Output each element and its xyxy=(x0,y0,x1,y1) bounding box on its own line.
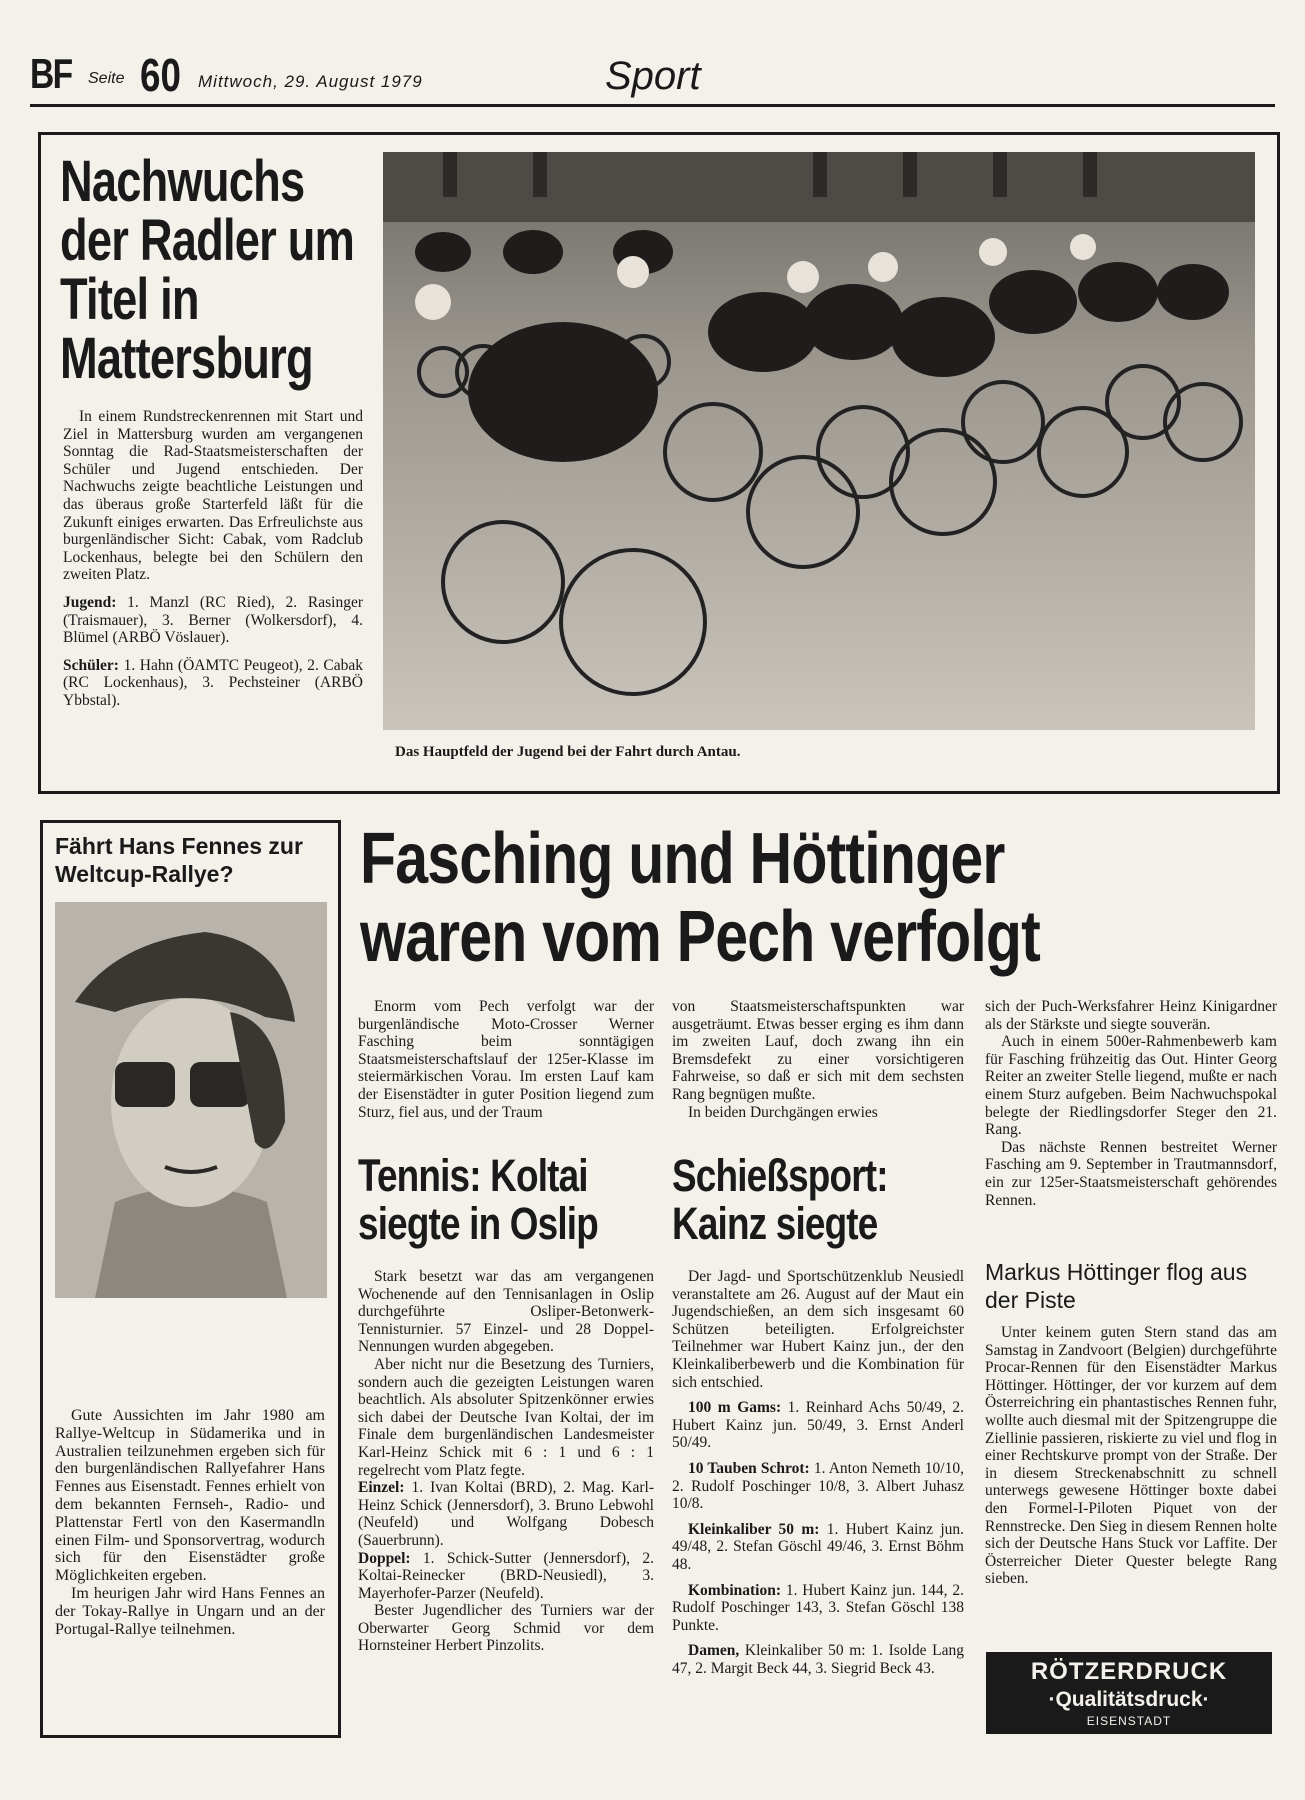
cycling-photo xyxy=(383,152,1255,730)
portrait-image xyxy=(55,902,327,1298)
kombination-label: Kombination: xyxy=(688,1581,782,1599)
cycling-photo-caption: Das Hauptfeld der Jugend bei der Fahrt durch Antau. xyxy=(395,744,741,760)
jugend-label: Jugend: xyxy=(63,593,117,611)
doppel-text: 1. Schick-Sutter (Jennersdorf), 2. Koltai-Reinecker (BRD-Neusiedl), 3. Mayerhofer-Parzer (Neufeld). xyxy=(358,1549,654,1602)
page-label: Seite xyxy=(88,70,125,87)
kleinkaliber-label: Kleinkaliber 50 m: xyxy=(688,1520,820,1538)
schueler-text: 1. Hahn (ÖAMTC Peugeot), 2. Cabak (RC Lockenhaus), 3. Pechsteiner (ARBÖ Ybbstal). xyxy=(63,656,364,709)
schueler-results xyxy=(63,657,363,710)
tauben-text: 1. Anton Nemeth 10/10, 2. Rudolf Poschinger 10/8, 3. Albert Juhasz 10/8. xyxy=(672,1459,964,1513)
section-title: Sport xyxy=(605,54,701,98)
einzel-text: 1. Ivan Koltai (BRD), 2. Mag. Karl-Heinz Schick (Jennersdorf), 3. Bruno Lebwohl (Neufeld) und Wolfgang Dobesch (Sauerbrunn). xyxy=(358,1479,655,1549)
tennis-paragraph-2: Aber nicht nur die Besetzung des Turniers, sondern auch die gezeigten Leistungen waren beachtlich. Als absoluter Spitzenkönner erwies sich dabei der Deutsche Ivan Koltai, der im Finale dem burgenländischen Landesmeister Karl-Heinz Schick mit 6 : 1 und 6 : 1 regelrecht vom Platz fegte. xyxy=(358,1355,654,1479)
advertisement xyxy=(986,1652,1272,1734)
cycling-headline: Nachwuchs der Radler um Titel in Mattersburg xyxy=(60,149,355,391)
tennis-paragraph-1: Stark besetzt war das am vergangenen Wochenende auf den Tennisanlagen in Oslip durchgeführte Osliper-Betonwerk-Tennisturnier. 57 Einzel- und 28 Doppel-Nennungen wurden abgegeben. xyxy=(358,1268,654,1356)
result-kleinkaliber xyxy=(672,1521,964,1574)
sidebar-paragraph-2: Im heurigen Jahr wird Hans Fennes an der Tokay-Rallye in Ungarn und an der Portugal-Rallye teilnehmen. xyxy=(55,1584,325,1638)
schiess-paragraph: Der Jagd- und Sportschützenklub Neusiedl veranstaltete am 26. August auf der Maut ein Jugendschießen, an dem sich insgesamt 60 Schützen beteiligten. Erfolgreichster Teilnehmer war Hubert Kainz jun., der den Kleinkaliberbewerb und die Kombination für sich entschied. xyxy=(672,1268,964,1391)
einzel-label: Einzel: xyxy=(358,1479,405,1497)
ad-brand: RÖTZERDRUCK xyxy=(1030,1658,1228,1685)
schiess-body xyxy=(672,1268,964,1677)
tennis-paragraph-3: Bester Jugendlicher des Turniers war der Oberwarter Georg Schmid vor dem Hornsteiner Herbert Pinzolits. xyxy=(358,1602,654,1655)
moto-paragraph-6: Das nächste Rennen bestreitet Werner Fasching am 9. September in Trautmannsdorf, ein zur 125er-Staatsmeisterschaft gehörendes Rennen. xyxy=(985,1138,1277,1209)
moto-col-3 xyxy=(985,998,1277,1209)
schueler-label: Schüler: xyxy=(63,656,119,674)
gams-text: 1. Reinhard Achs 50/49, 2. Hubert Kainz jun. 50/49, 3. Ernst Anderl 50/49. xyxy=(672,1399,965,1452)
ad-slogan: ·Qualitätsdruck· xyxy=(1048,1688,1210,1711)
cyclists-image xyxy=(383,152,1255,730)
damen-label: Damen, xyxy=(688,1642,740,1660)
newspaper-logo: BF xyxy=(30,50,72,97)
portrait-photo xyxy=(55,902,327,1298)
doppel-label: Doppel: xyxy=(358,1549,411,1567)
result-kombination xyxy=(672,1582,964,1635)
tennis-einzel xyxy=(358,1479,654,1549)
jugend-results xyxy=(63,594,363,647)
damen-text: Kleinkaliber 50 m: 1. Isolde Lang 47, 2. Margit Beck 44, 3. Siegrid Beck 43. xyxy=(672,1642,965,1677)
page-number: 60 xyxy=(140,49,181,101)
ad-location: EISENSTADT xyxy=(1086,1714,1172,1728)
cycling-paragraph: In einem Rundstreckenrennen mit Start und Ziel in Mattersburg wurden am vergangenen Sonntag die Rad-Staatsmeisterschaften der Schüler und Jugend entschieden. Der Nachwuchs zeigte beachtliche Leistungen und das überaus große Starterfeld läßt für die Zukunft einiges erwarten. Das Erfreulichste aus burgenländischer Sicht: Cabak, vom Radclub Lockenhaus, belegte bei den Schülern den zweiten Platz. xyxy=(63,408,363,584)
result-gams xyxy=(672,1399,964,1452)
moto-paragraph-3: In beiden Durchgängen erwies xyxy=(688,1103,878,1121)
kombination-text: 1. Hubert Kainz jun. 144, 2. Rudolf Poschinger 143, 3. Stefan Göschl 138 Punkte. xyxy=(672,1581,964,1634)
cycling-body xyxy=(63,408,363,710)
masthead xyxy=(30,48,1270,103)
moto-paragraph-5: Auch in einem 500er-Rahmenbewerb kam für Fasching frühzeitig das Out. Hinter Georg Reiter an zweiter Stelle liegend, mußte er nach einem Sturz aufgeben. Beim Nachwuchspokal belegte der Riedlingsdorfer Steger den 21. Rang. xyxy=(985,1033,1277,1139)
masthead-rule xyxy=(30,104,1275,107)
sidebar-paragraph-1: Gute Aussichten im Jahr 1980 am Rallye-Weltcup in Südamerika und in Australien teilzunehmen ergeben sich für den burgenländischen Rallyefahrer Hans Fennes aus Eisenstadt. Fennes erhielt von dem bekannten Fernseh-, Radio- und Plattenstar Fertl von den Kasermandln einen Film- und Sponsorvertrag, wodurch sich für den Eisenstädter große Möglichkeiten ergeben. xyxy=(55,1407,325,1585)
hoettinger-body xyxy=(985,1324,1277,1588)
gams-label: 100 m Gams: xyxy=(688,1399,782,1417)
tennis-doppel xyxy=(358,1550,654,1603)
hoettinger-paragraph: Unter keinem guten Stern stand das am Samstag in Zandvoort (Belgien) durchgeführte Procar-Rennen für den Eisenstädter Markus Höttinger. Höttinger, der vor kurzem auf dem Österreichring ein phantastisches Rennen fuhr, wollte auch diesmal mit der Spitzengruppe die Ziellinie passieren, riskierte zu viel und flog in einer Rechtskurve prompt von der Straße. Der in diesem Streckenabschnitt zu schnell unterwegs gewesene Höttinger boxte dabei den Formel-I-Piloten Piquet von der Rennstrecke. Den Sieg in diesem Rennen holte sich der Deutsche Hans Stuck vor Laffite. Der Österreicher Dieter Quester belegte Rang sieben. xyxy=(985,1324,1277,1588)
moto-paragraph-4: sich der Puch-Werksfahrer Heinz Kinigardner als der Stärkste und siegte souverän. xyxy=(985,998,1277,1033)
sidebar-headline: Fährt Hans Fennes zur Weltcup-Rallye? xyxy=(55,833,303,887)
tennis-body xyxy=(358,1268,654,1655)
result-damen xyxy=(672,1642,964,1677)
sidebar-body xyxy=(55,1407,325,1638)
hoettinger-headline: Markus Höttinger flog aus der Piste xyxy=(985,1259,1248,1313)
moto-col-1 xyxy=(358,998,654,1121)
kleinkaliber-text: 1. Hubert Kainz jun. 49/48, 2. Stefan Göschl 49/46, 3. Ernst Böhm 48. xyxy=(672,1520,965,1573)
moto-headline: Fasching und Höttinger waren vom Pech verfolgt xyxy=(360,819,1040,977)
result-tauben xyxy=(672,1460,964,1513)
jugend-text: 1. Manzl (RC Ried), 2. Rasinger (Traismauer), 3. Berner (Wolkersdorf), 4. Blümel (ARBÖ Vöslauer). xyxy=(63,593,363,647)
tauben-label: 10 Tauben Schrot: xyxy=(688,1459,810,1477)
schiess-headline: Schießsport: Kainz siegte xyxy=(672,1150,888,1249)
moto-col-2 xyxy=(672,998,964,1121)
moto-paragraph-2: von Staatsmeisterschaftspunkten war ausgeträumt. Etwas besser erging es ihm dann im zweiten Lauf, doch zwang ihn ein Bremsdefekt zu einer vorsichtigeren Fahrweise, so daß er sich mit dem sechsten Rang begnügen mußte. xyxy=(672,998,964,1103)
moto-paragraph-1: Enorm vom Pech verfolgt war der burgenländische Moto-Crosser Werner Fasching beim sonntägigen Staatsmeisterschaftslauf der 125er-Klasse im steiermärkischen Vorau. Im ersten Lauf kam der Eisenstädter in guter Position liegend zum Sturz, fiel aus, und der Traum xyxy=(358,998,654,1121)
issue-date: Mittwoch, 29. August 1979 xyxy=(198,72,423,91)
tennis-headline: Tennis: Koltai siegte in Oslip xyxy=(358,1150,598,1249)
